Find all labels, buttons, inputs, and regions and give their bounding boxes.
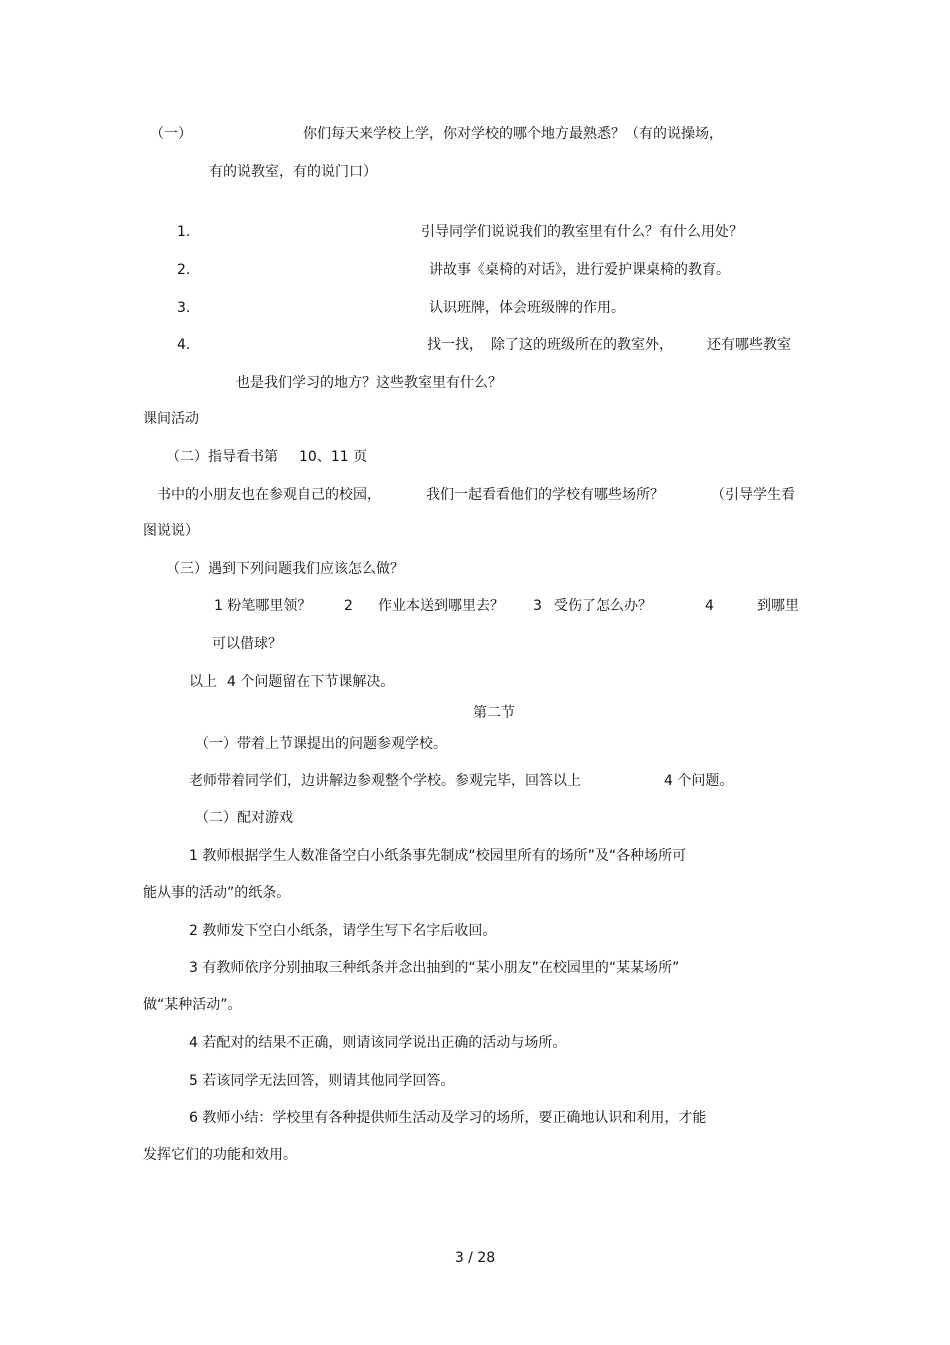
section3-question-2-number: 2 <box>344 598 353 614</box>
step-4-text-b: 除了这的班级所在的教室外， <box>491 337 673 353</box>
section3-question-3-number: 3 <box>533 598 542 614</box>
section3-summary-b: 4 个问题留在下节课解决。 <box>227 674 395 690</box>
step-2-number: 2. <box>177 262 191 278</box>
section2-text-c: （引导学生看 <box>711 487 795 503</box>
step-1-number: 1. <box>177 224 191 240</box>
lesson2-heading: 第二节 <box>473 705 515 721</box>
step-3-text: 认识班牌，体会班级牌的作用。 <box>429 300 625 316</box>
lesson2-section2-title: （二）配对游戏 <box>195 810 293 826</box>
section2-text-b: 我们一起看看他们的学校有哪些场所？ <box>426 487 664 503</box>
lesson2-item-4: 4 若配对的结果不正确，则请该同学说出正确的活动与场所。 <box>189 1035 567 1051</box>
step-2-text: 讲故事《桌椅的对话》，进行爱护课桌椅的教育。 <box>429 262 730 278</box>
section3-question-4-a: 到哪里 <box>757 598 799 614</box>
lesson2-section1-text-a: 老师带着同学们，边讲解边参观整个学校。参观完毕，回答以上 <box>189 773 581 789</box>
step-4-text-a: 找一找， <box>427 337 483 353</box>
step-4-text-d: 也是我们学习的地方？这些教室里有什么？ <box>236 375 502 391</box>
section2-text-d: 图说说） <box>143 523 199 539</box>
lesson2-item-1-b: 能从事的活动”的纸条。 <box>143 885 291 901</box>
section2-text-a: 书中的小朋友也在参观自己的校园， <box>157 487 381 503</box>
lesson2-item-3-b: 做“某种活动”。 <box>143 997 242 1013</box>
section3-question-3: 受伤了怎么办？ <box>554 598 652 614</box>
lesson2-section1-title: （一）带着上节课提出的问题参观学校。 <box>195 736 447 752</box>
lesson2-item-5: 5 若该同学无法回答，则请其他同学回答。 <box>189 1073 455 1089</box>
lesson2-item-1-a: 1 教师根据学生人数准备空白小纸条事先制成“校园里所有的场所”及“各种场所可 <box>189 848 687 864</box>
page-number: 3 / 28 <box>454 1250 496 1266</box>
lesson2-item-6-a: 6 教师小结：学校里有各种提供师生活动及学习的场所，要正确地认识和利用，才能 <box>189 1110 707 1126</box>
break-activity-heading: 课间活动 <box>143 411 199 427</box>
section2-title-a: （二）指导看书第 <box>166 449 278 465</box>
section3-question-1: 1 粉笔哪里领？ <box>214 598 312 614</box>
lesson2-item-6-b: 发挥它们的功能和效用。 <box>143 1147 297 1163</box>
section3-title: （三）遇到下列问题我们应该怎么做？ <box>166 561 404 577</box>
step-4-text-c: 还有哪些教室 <box>707 337 791 353</box>
section2-title-b: 10、11 页 <box>299 449 368 465</box>
step-1-text: 引导同学们说说我们的教室里有什么？有什么用处？ <box>421 224 743 240</box>
section1-text-b: 有的说教室，有的说门口） <box>209 164 377 180</box>
section3-question-2: 作业本送到哪里去？ <box>378 598 504 614</box>
section3-summary-a: 以上 <box>189 674 217 690</box>
lesson2-item-2: 2 教师发下空白小纸条，请学生写下名字后收回。 <box>189 923 497 939</box>
step-3-number: 3. <box>177 300 191 316</box>
section3-question-4-b: 可以借球？ <box>212 636 282 652</box>
section1-label: （一） <box>150 126 192 142</box>
lesson2-item-3-a: 3 有教师依序分别抽取三种纸条并念出抽到的“某小朋友”在校园里的“某某场所” <box>189 960 680 976</box>
section3-question-4-number: 4 <box>705 598 714 614</box>
step-4-number: 4. <box>177 337 191 353</box>
section1-text-a: 你们每天来学校上学，你对学校的哪个地方最熟悉？（有的说操场， <box>303 126 723 142</box>
lesson2-section1-text-b: 4 个问题。 <box>664 773 734 789</box>
